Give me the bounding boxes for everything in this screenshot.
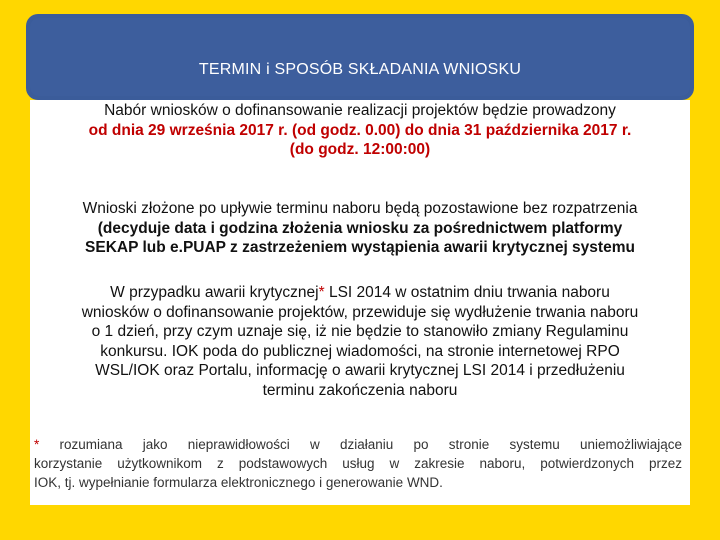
footnote	[34, 435, 682, 492]
late-line-3: SEKAP lub e.PUAP z zastrzeżeniem wystąpienia awarii krytycznej systemu	[85, 239, 635, 256]
failure-line-3: o 1 dzień, przy czym uznaje się, iż nie będzie to stanowiło zmiany Regulaminu	[91, 323, 629, 340]
title-banner	[26, 14, 694, 100]
late-line-2: (decyduje data i godzina złożenia wniosku za pośrednictwem platformy	[97, 219, 623, 237]
footnote-line-1-text: rozumiana jako nieprawidłowości w działaniu po stronie systemu uniemożliwiające	[39, 437, 682, 452]
footnote-line-3: IOK, tj. wypełnianie formularza elektronicznego i generowanie WND.	[34, 475, 443, 490]
failure-line-4: konkursu. IOK poda do publicznej wiadomości, na stronie internetowej RPO	[100, 342, 620, 360]
page-title: TERMIN i SPOSÓB SKŁADANIA WNIOSKU	[198, 61, 522, 78]
intro-date-line-3: (do godz. 12:00:00)	[289, 141, 431, 158]
title-banner-inner	[30, 18, 690, 96]
intro-line-1: Nabór wniosków o dofinansowanie realizacji projektów będzie prowadzony	[104, 102, 616, 119]
footnote-line-2: korzystanie użytkownikom z podstawowych usług w zakresie naboru, potwierdzonych przez	[34, 456, 682, 471]
content-panel	[30, 100, 690, 505]
failure-line-5: WSL/IOK oraz Portalu, informację o awarii krytycznej LSI 2014 i przedłużeniu	[95, 362, 625, 379]
failure-line-6: terminu zakończenia naboru	[262, 381, 458, 399]
intro-date-line-2: od dnia 29 września 2017 r. (od godz. 0.00) do dnia 31 października 2017 r.	[88, 121, 632, 139]
paragraph-intro	[34, 101, 686, 160]
footnote-asterisk: *	[34, 437, 40, 452]
failure-line-1	[34, 283, 686, 303]
failure-line-1-start: W przypadku awarii krytycznej	[110, 284, 319, 301]
failure-line-1-end: LSI 2014 w ostatnim dniu trwania naboru	[324, 284, 610, 301]
paragraph-late-applications	[34, 199, 686, 258]
failure-line-2: wniosków o dofinansowanie projektów, przewiduje się wydłużenie trwania naboru	[81, 303, 639, 321]
paragraph-critical-failure	[34, 283, 686, 400]
footnote-line-1	[34, 435, 682, 454]
late-line-1: Wnioski złożone po upływie terminu naboru będą pozostawione bez rozpatrzenia	[82, 200, 638, 217]
footnote-marker: *	[318, 284, 325, 301]
